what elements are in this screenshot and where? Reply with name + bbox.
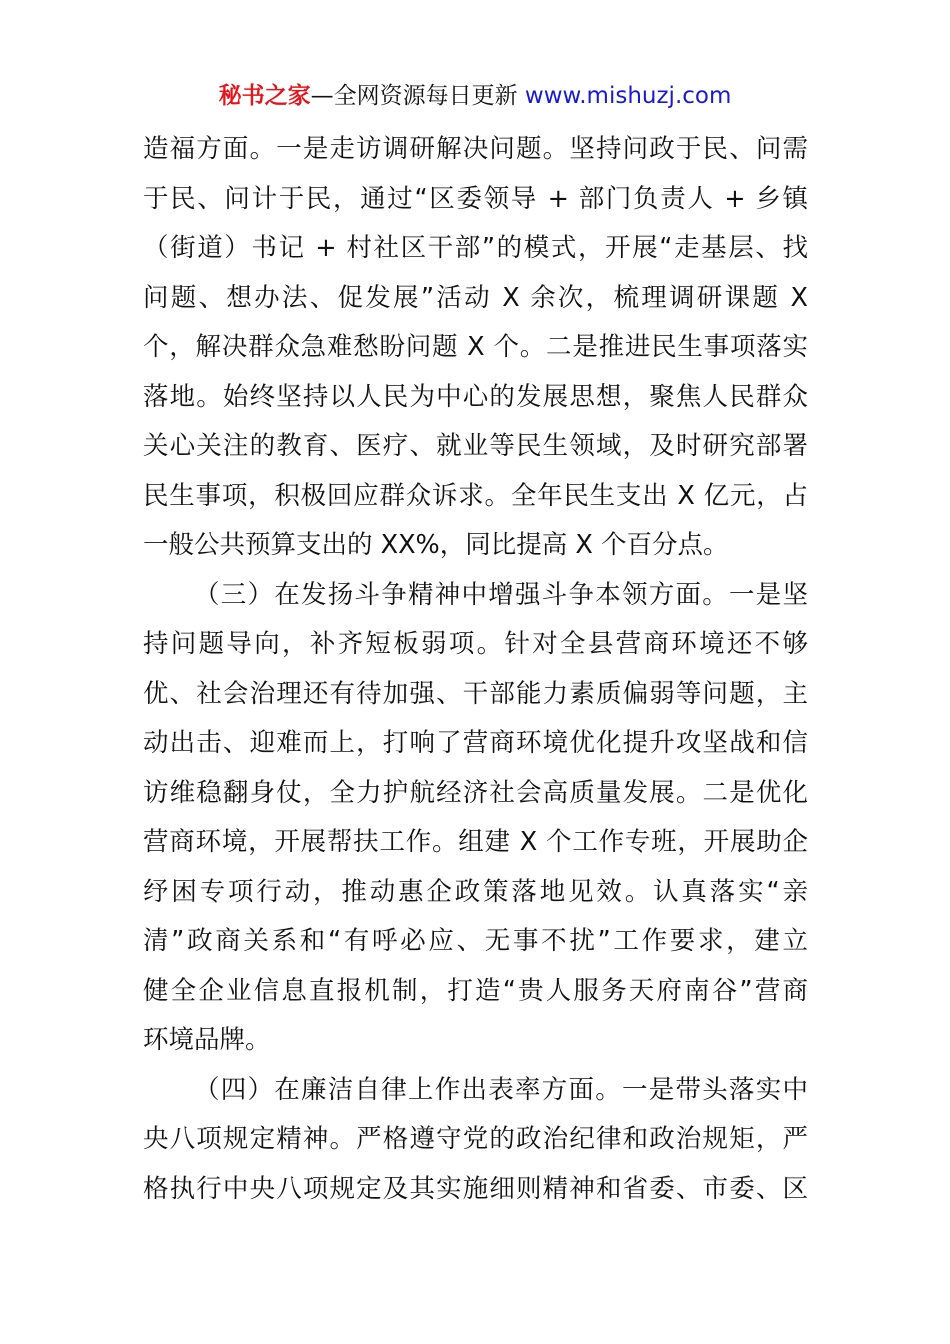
section-heading-line: （四）在廉洁自律上作出表率方面。一是带头落实中 (194, 1074, 808, 1105)
site-brand: 秘书之家 (218, 83, 311, 109)
text-line: 优、社会治理还有待加强、干部能力素质偏弱等问题，主 (143, 678, 808, 709)
text-line: 于民、问计于民，通过“区委领导 + 部门负责人 + 乡镇 (143, 183, 808, 214)
section-heading-line: （三）在发扬斗争精神中增强斗争本领方面。一是坚 (194, 579, 808, 610)
text-line: 营商环境，开展帮扶工作。组建 X 个工作专班，开展助企 (143, 827, 808, 857)
site-url-link[interactable]: www.mishuzj.com (524, 83, 732, 109)
text-line: 清”政商关系和“有呼必应、无事不扰”工作要求，建立 (143, 926, 808, 956)
text-line: 访维稳翻身仗，全力护航经济社会高质量发展。二是优化 (143, 777, 808, 808)
text-line: 健全企业信息直报机制，打造“贵人服务天府南谷”营商 (143, 975, 808, 1006)
text-line: 造福方面。一是走访调研解决问题。坚持问政于民、问需 (143, 134, 808, 164)
text-line: 落地。始终坚持以人民为中心的发展思想，聚焦人民群众 (143, 381, 808, 412)
text-line: 纾困专项行动，推动惠企政策落地见效。认真落实“亲 (143, 876, 808, 907)
text-line: （街道）书记 + 村社区干部”的模式，开展“走基层、找 (143, 233, 808, 263)
text-line: 民生事项，积极回应群众诉求。全年民生支出 X 亿元，占 (143, 480, 808, 511)
site-tagline: —全网资源每日更新 (310, 83, 518, 109)
text-line: 环境品牌。 (143, 1025, 271, 1055)
text-line: 关心关注的教育、医疗、就业等民生领域，及时研究部署 (143, 431, 808, 461)
text-line: 动出击、迎难而上，打响了营商环境优化提升攻坚战和信 (143, 728, 808, 758)
document-body (143, 125, 808, 1214)
text-line: 央八项规定精神。严格遵守党的政治纪律和政治规矩，严 (143, 1124, 808, 1154)
text-line: 个，解决群众急难愁盼问题 X 个。二是推进民生事项落实 (143, 332, 808, 362)
text-line: 问题、想办法、促发展”活动 X 余次，梳理调研课题 X (143, 282, 808, 313)
text-line: 持问题导向，补齐短板弱项。针对全县营商环境还不够 (143, 629, 808, 659)
text-line: 一般公共预算支出的 XX%，同比提高 X 个百分点。 (143, 530, 729, 560)
site-header (0, 80, 950, 112)
text-line: 格执行中央八项规定及其实施细则精神和省委、市委、区 (143, 1173, 808, 1204)
